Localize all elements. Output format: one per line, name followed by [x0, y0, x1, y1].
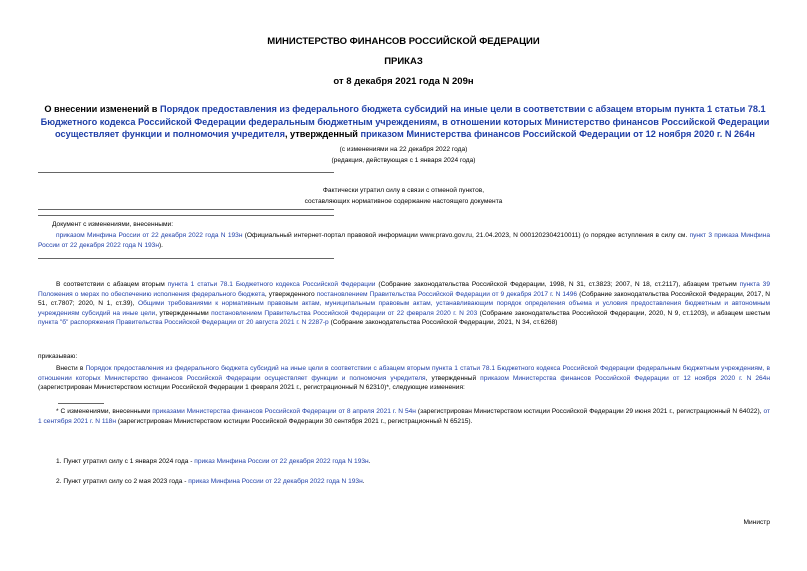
document-title: [40, 103, 770, 141]
divider: [38, 215, 334, 216]
preamble-text-3: , утвержденного: [264, 290, 317, 298]
divider: [38, 172, 334, 173]
preamble-paragraph: [38, 280, 770, 328]
preamble-link-budget-code[interactable]: пункта 1 статьи 78.1 Бюджетного кодекса Российской Федерации: [167, 281, 376, 288]
amended-text-2: ).: [158, 241, 163, 249]
main-text-1: Внести в: [56, 365, 86, 372]
footnote-link-order-54n[interactable]: приказами Министерства финансов Российской Федерации от 8 апреля 2021 г. N 54н: [152, 408, 416, 415]
preamble-link-requirements[interactable]: Общими требованиями к нормативным правовым актам, муниципальным правовым актам, устанавливающим порядок определения объема и условия предоставления бюджетным и автономным учреждениям субсидий на иные цели: [38, 300, 770, 317]
title-link-order[interactable]: приказом Министерства финансов Российской Федерации от 12 ноября 2020 г. N 264н: [360, 129, 755, 139]
preamble-text-6: (Собрание законодательства Российской Федерации, 2020, N 9, ст.1203), и абзацем шестым: [477, 309, 770, 317]
footnote-divider: [58, 403, 104, 404]
item-2-text: 2. Пункт утратил силу со 2 мая 2023 года -: [56, 478, 189, 485]
footnote-text-2: (зарегистрирован Министерством юстиции Российской Федерации 29 июня 2021 г., регистрационный N 64022),: [415, 408, 764, 415]
amended-details: [38, 231, 770, 250]
item-1: [56, 457, 770, 467]
order-word: приказываю:: [38, 353, 78, 360]
main-text-2: , утвержденный: [425, 374, 481, 382]
footnote-link-order-118n[interactable]: от 1 сентября 2021 г. N 118н: [38, 408, 770, 425]
amended-label: Документ с изменениями, внесенными:: [52, 221, 174, 228]
item-2-link[interactable]: приказ Минфина России от 22 декабря 2022 года N 193н: [188, 478, 363, 485]
title-link-procedure[interactable]: Порядок предоставления из федерального бюджета субсидий на иные цели в соответствии с абзацем вторым пункта 1 статьи 78.1 Бюджетного кодекса Российской Федерации федеральным бюджетным учреждениям, в отношении которых Министерство финансов Российской Федерации осуществляет функции и полномочия учредителя: [40, 104, 770, 139]
title-text-1: О внесении изменений в: [44, 104, 160, 114]
preamble-text-4: (Собрание законодательства Российской Федерации, 2017, N 51, ст.7807; 2020, N 1, ст.39),: [38, 290, 770, 308]
doc-type-heading: ПРИКАЗ: [384, 56, 423, 67]
preamble-text-7: (Собрание законодательства Российской Федерации, 2021, N 34, ст.6268): [328, 319, 558, 327]
preamble-text-1: В соответствии с абзацем вторым: [56, 281, 168, 288]
amended-link-point-3[interactable]: пункт 3 приказа Минфина России от 22 декабря 2022 года N 193н: [38, 232, 770, 249]
amended-text-1: (Официальный интернет-портал правовой информации www.pravo.gov.ru, 21.04.2023, N 0001202304210011) (о порядке вступления в силу см.: [242, 232, 690, 239]
main-link-order-264n[interactable]: приказом Министерства финансов Российской Федерации от 12 ноября 2020 г. N 264н: [480, 374, 770, 382]
preamble-link-regulation[interactable]: пункта 39 Положения о мерах по обеспечению исполнения федерального бюджета: [38, 281, 771, 298]
footnote-text-3: (зарегистрирован Министерством юстиции Российской Федерации 30 сентября 2021 г., регистрационный N 65215).: [115, 417, 473, 425]
doc-date-heading: от 8 декабря 2021 года N 209н: [333, 76, 474, 87]
changes-note: (с изменениями на 22 декабря 2022 года): [339, 146, 468, 153]
divider: [38, 209, 334, 210]
preamble-link-resolution-203[interactable]: постановлением Правительства Российской Федерации от 22 февраля 2020 г. N 203: [211, 309, 478, 317]
item-1-text: 1. Пункт утратил силу с 1 января 2024 года -: [56, 458, 195, 465]
signature-role: Министр: [743, 519, 770, 526]
main-link-procedure[interactable]: Порядок предоставления из федерального бюджета субсидий на иные цели в соответствии с абзацем вторым пункта 1 статьи 78.1 Бюджетного кодекса Российской Федерации федеральным бюджетным учреждениям, в отношении которых Министерство финансов Российской Федерации осуществляет функции и полномочия учредителя: [38, 365, 771, 382]
amended-link-order-193n[interactable]: приказом Минфина России от 22 декабря 2022 года N 193н: [56, 232, 243, 239]
lost-force-line-2: составляющих нормативное содержание настоящего документа: [304, 198, 503, 205]
item-1-link[interactable]: приказ Минфина России от 22 декабря 2022 года N 193н: [194, 458, 369, 465]
item-1-end: .: [368, 458, 371, 465]
item-2-end: .: [362, 478, 365, 485]
preamble-text-5: , утвержденными: [155, 309, 212, 317]
preamble-link-resolution-1496[interactable]: постановлением Правительства Российской Федерации от 9 декабря 2017 г. N 1496: [316, 290, 578, 298]
title-text-2: , утвержденный: [284, 129, 361, 139]
preamble-link-order-2287r[interactable]: пункта "б" распоряжения Правительства Российской Федерации от 20 августа 2021 г. N 2287-р: [38, 319, 329, 327]
footnote-text-1: * С изменениями, внесенными: [56, 408, 153, 415]
divider: [38, 258, 334, 259]
item-2: [56, 477, 770, 487]
main-paragraph: [38, 364, 770, 393]
ministry-heading: МИНИСТЕРСТВО ФИНАНСОВ РОССИЙСКОЙ ФЕДЕРАЦИИ: [267, 36, 540, 47]
edition-note: (редакция, действующая с 1 января 2024 года): [331, 157, 476, 164]
lost-force-line-1: Фактически утратил силу в связи с отменой пунктов,: [322, 187, 485, 194]
main-text-3: (зарегистрирован Министерством юстиции Российской Федерации 1 февраля 2021 г., регистрационный N 62310)*, следующие изменения:: [38, 384, 465, 392]
footnote: [38, 407, 770, 426]
preamble-text-2: (Собрание законодательства Российской Федерации, 1998, N 31, ст.3823; 2007, N 18, ст.2117), абзацем третьим: [375, 281, 740, 288]
